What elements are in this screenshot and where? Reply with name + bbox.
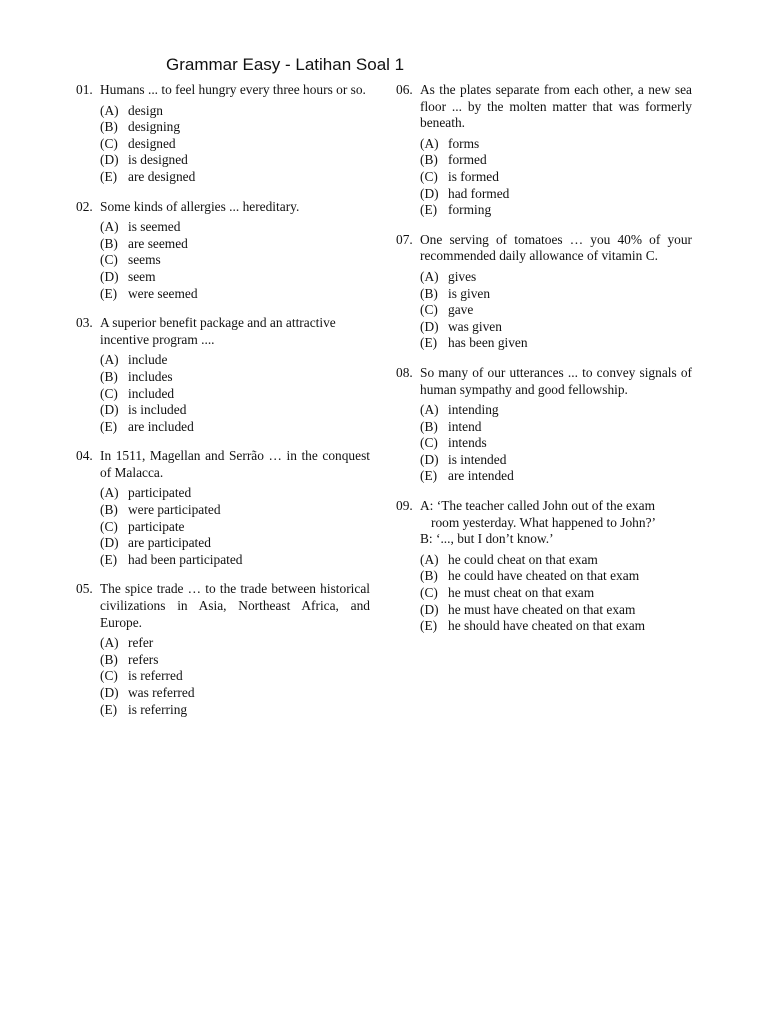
option-letter: (C)	[100, 135, 118, 151]
option-letter: (D)	[420, 451, 439, 467]
option-letter: (D)	[420, 318, 439, 334]
option-e	[100, 552, 370, 569]
option-letter: (D)	[420, 185, 439, 201]
option-letter: (E)	[100, 701, 118, 717]
question-03	[76, 315, 370, 435]
option-text: are included	[128, 418, 194, 434]
option-text: he must cheat on that exam	[448, 585, 595, 601]
option-a	[100, 485, 370, 502]
question-number: 03.	[76, 315, 93, 331]
option-a	[100, 352, 370, 369]
option-letter: (A)	[420, 135, 439, 151]
option-c	[420, 435, 692, 452]
option-b	[420, 152, 692, 169]
option-text: he could cheat on that exam	[448, 551, 598, 567]
option-a	[100, 219, 370, 236]
option-letter: (E)	[420, 468, 438, 484]
left-column	[76, 82, 370, 731]
answer-options	[100, 485, 370, 568]
option-text: participate	[128, 518, 185, 534]
option-letter: (C)	[100, 385, 118, 401]
option-text: are participated	[128, 535, 211, 551]
option-text: are intended	[448, 468, 514, 484]
question-stem: A superior benefit package and an attractive incentive program ....	[100, 315, 336, 347]
option-letter: (B)	[100, 119, 118, 135]
answer-options	[100, 352, 370, 435]
option-text: participated	[128, 485, 192, 501]
question-stem: The spice trade … to the trade between historical civilizations in Asia, Northeast Africa, and Europe.	[100, 581, 370, 630]
question-06	[396, 82, 692, 219]
option-text: forms	[448, 135, 480, 151]
option-b	[100, 502, 370, 519]
option-text: intending	[448, 402, 499, 418]
option-text: includes	[128, 368, 173, 384]
question-08	[396, 365, 692, 485]
option-letter: (B)	[420, 568, 438, 584]
option-letter: (A)	[100, 485, 119, 501]
option-d	[100, 535, 370, 552]
option-e	[100, 702, 370, 719]
option-letter: (D)	[100, 535, 119, 551]
option-text: are designed	[128, 168, 196, 184]
option-c	[420, 169, 692, 186]
option-letter: (C)	[100, 668, 118, 684]
option-text: had been participated	[128, 551, 243, 567]
option-text: forming	[448, 202, 492, 218]
option-letter: (B)	[420, 152, 438, 168]
question-09	[396, 498, 692, 635]
option-d	[420, 602, 692, 619]
option-letter: (C)	[420, 302, 438, 318]
option-letter: (D)	[100, 402, 119, 418]
option-b	[100, 652, 370, 669]
answer-options	[100, 103, 370, 186]
page-title: Grammar Easy - Latihan Soal 1	[166, 55, 405, 74]
option-letter: (E)	[100, 168, 118, 184]
option-text: is seemed	[128, 219, 181, 235]
option-d	[100, 152, 370, 169]
question-stem: Some kinds of allergies ... hereditary.	[100, 198, 300, 214]
option-letter: (E)	[420, 202, 438, 218]
option-b	[100, 236, 370, 253]
option-e	[420, 335, 692, 352]
option-letter: (A)	[420, 268, 439, 284]
option-text: had formed	[448, 185, 510, 201]
option-text: is formed	[448, 168, 499, 184]
option-e	[420, 202, 692, 219]
option-text: is referring	[128, 701, 188, 717]
option-letter: (C)	[100, 252, 118, 268]
question-stem: One serving of tomatoes … you 40% of your recommended daily allowance of vitamin C.	[420, 231, 692, 264]
option-text: seems	[128, 252, 161, 268]
answer-options	[100, 635, 370, 718]
question-number: 08.	[396, 364, 413, 380]
question-stem: So many of our utterances ... to convey signals of human sympathy and good fellowship.	[420, 364, 692, 397]
question-number: 02.	[76, 198, 93, 214]
option-letter: (B)	[420, 285, 438, 301]
option-text: he should have cheated on that exam	[448, 618, 646, 634]
question-number: 06.	[396, 82, 413, 97]
option-letter: (B)	[100, 368, 118, 384]
option-a	[420, 552, 692, 569]
question-stem: As the plates separate from each other, a new sea floor ... by the molten matter that was formerly beneath.	[420, 82, 692, 131]
option-text: was given	[448, 318, 502, 334]
option-text: design	[128, 102, 163, 118]
option-d	[100, 402, 370, 419]
option-letter: (D)	[100, 152, 119, 168]
question-stem: Humans ... to feel hungry every three hours or so.	[100, 82, 366, 97]
option-text: were participated	[128, 502, 221, 518]
option-text: intends	[448, 435, 487, 451]
option-a	[420, 136, 692, 153]
question-07	[396, 232, 692, 352]
option-text: were seemed	[128, 285, 198, 301]
option-text: is designed	[128, 152, 188, 168]
option-a	[100, 103, 370, 120]
option-letter: (E)	[420, 618, 438, 634]
option-e	[100, 286, 370, 303]
option-text: is included	[128, 402, 187, 418]
option-text: was referred	[128, 685, 195, 700]
right-column	[396, 82, 692, 648]
option-letter: (A)	[100, 102, 119, 118]
option-letter: (C)	[420, 168, 438, 184]
option-text: is referred	[128, 668, 183, 684]
option-text: intend	[448, 418, 482, 434]
answer-options	[420, 552, 692, 635]
dialog-line-a-continued: room yesterday. What happened to John?’	[431, 514, 656, 530]
option-text: seem	[128, 268, 156, 284]
option-a	[100, 635, 370, 652]
option-letter: (D)	[100, 268, 119, 284]
option-c	[100, 386, 370, 403]
question-05	[76, 581, 370, 718]
answer-options	[420, 269, 692, 352]
option-c	[100, 668, 370, 685]
option-letter: (B)	[100, 235, 118, 251]
option-c	[100, 519, 370, 536]
option-text: he could have cheated on that exam	[448, 568, 640, 584]
question-number: 01.	[76, 82, 93, 97]
option-d	[100, 685, 370, 702]
question-dialog	[420, 498, 692, 548]
option-b	[420, 419, 692, 436]
option-e	[420, 468, 692, 485]
option-text: is given	[448, 285, 491, 301]
option-e	[100, 419, 370, 436]
option-letter: (A)	[420, 551, 439, 567]
option-e	[420, 618, 692, 635]
question-number: 07.	[396, 231, 413, 247]
question-number: 05.	[76, 581, 93, 597]
question-stem: In 1511, Magellan and Serrão … in the conquest of Malacca.	[100, 448, 370, 480]
option-text: gives	[448, 268, 477, 284]
option-d	[420, 452, 692, 469]
option-c	[100, 136, 370, 153]
option-letter: (E)	[420, 335, 438, 351]
question-number: 09.	[396, 498, 413, 514]
option-d	[420, 319, 692, 336]
answer-options	[100, 219, 370, 302]
option-text: included	[128, 385, 175, 401]
option-b	[100, 369, 370, 386]
option-text: gave	[448, 302, 474, 318]
option-e	[100, 169, 370, 186]
option-a	[420, 269, 692, 286]
option-d	[100, 269, 370, 286]
option-letter: (E)	[100, 551, 118, 567]
question-04	[76, 448, 370, 568]
option-letter: (E)	[100, 285, 118, 301]
option-text: are seemed	[128, 235, 188, 251]
option-text: he must have cheated on that exam	[448, 601, 636, 617]
option-letter: (B)	[420, 418, 438, 434]
option-letter: (A)	[100, 635, 119, 651]
option-a	[420, 402, 692, 419]
option-text: refer	[128, 635, 154, 651]
option-letter: (C)	[420, 435, 438, 451]
option-text: refers	[128, 651, 159, 667]
option-b	[420, 568, 692, 585]
option-letter: (B)	[100, 502, 118, 518]
answer-options	[420, 136, 692, 219]
option-letter: (A)	[100, 352, 119, 368]
option-letter: (A)	[100, 219, 119, 235]
dialog-line-b: B: ‘..., but I don’t know.’	[420, 531, 554, 547]
option-letter: (D)	[100, 685, 119, 700]
question-number: 04.	[76, 448, 93, 464]
option-c	[420, 585, 692, 602]
option-letter: (C)	[420, 585, 438, 601]
question-01	[76, 82, 370, 186]
option-letter: (C)	[100, 518, 118, 534]
option-text: include	[128, 352, 168, 368]
option-letter: (E)	[100, 418, 118, 434]
dialog-line-a: A: ‘The teacher called John out of the exam	[420, 498, 655, 514]
option-letter: (A)	[420, 402, 439, 418]
option-text: formed	[448, 152, 487, 168]
option-letter: (D)	[420, 601, 439, 617]
option-d	[420, 186, 692, 203]
option-c	[100, 252, 370, 269]
answer-options	[420, 402, 692, 485]
question-02	[76, 199, 370, 303]
option-text: has been given	[448, 335, 528, 351]
option-b	[420, 286, 692, 303]
option-c	[420, 302, 692, 319]
option-text: is intended	[448, 451, 507, 467]
option-text: designing	[128, 119, 181, 135]
option-text: designed	[128, 135, 176, 151]
option-b	[100, 119, 370, 136]
option-letter: (B)	[100, 651, 118, 667]
